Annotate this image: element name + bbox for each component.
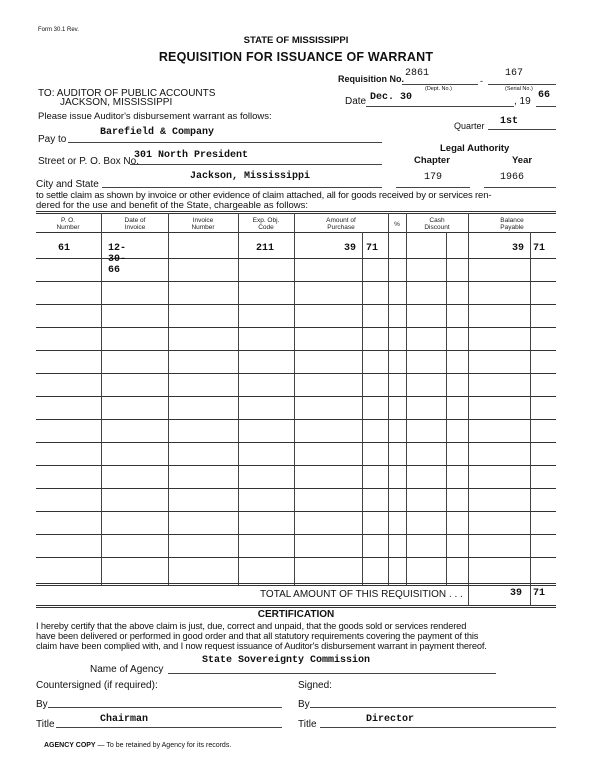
certification-line3: claim have been complied with, and I now request issuance of Auditor's disbursement warrant in payment thereof. [36, 641, 487, 651]
dept-caption: (Dept. No.) [425, 86, 452, 92]
certification-line2: have been delivered or performed in good order and that all statutory requirements covering the payment of this [36, 631, 479, 641]
street-label: Street or P. O. Box No. [38, 156, 139, 167]
countersigned-label: Countersigned (if required): [36, 680, 158, 691]
date-value: Dec. 30 [370, 92, 413, 103]
total-dollars: 39 [510, 588, 523, 599]
certification-line1: I hereby certify that the above claim is just, due, correct and unpaid, that the goods sold or services rendered [36, 621, 467, 631]
legal-authority-title: Legal Authority [440, 143, 510, 154]
cell-balance-cents: 71 [533, 243, 546, 254]
signed-label: Signed: [298, 680, 332, 691]
form-title: REQUISITION FOR ISSUANCE OF WARRANT [158, 50, 434, 64]
instruction-text: Please issue Auditor's disbursement warrant as follows: [38, 111, 272, 122]
settle-text-line2: dered for the use and benefit of the State, chargeable as follows: [36, 200, 308, 211]
countersign-by-label: By [36, 699, 48, 710]
addressee-line2: JACKSON, MISSISSIPPI [60, 97, 173, 108]
countersign-title-value: Chairman [100, 714, 149, 725]
addressee-line1: TO: AUDITOR OF PUBLIC ACCOUNTS [38, 88, 216, 99]
cell-exp-code: 211 [256, 243, 275, 254]
footer-note [44, 742, 231, 749]
city-label: City and State [36, 179, 99, 190]
serial-caption: (Serial No.) [505, 86, 533, 92]
signed-title-label: Title [298, 719, 317, 730]
legal-year-value: 1966 [500, 172, 525, 183]
signed-title-value: Director [366, 714, 415, 725]
header-percent: % [394, 221, 400, 228]
signed-by-label: By [298, 699, 310, 710]
chapter-label: Chapter [414, 155, 450, 166]
cell-invoice-date: 12-30-66 [108, 243, 127, 276]
chapter-value: 179 [424, 172, 443, 183]
requisition-label: Requisition No. [338, 74, 404, 84]
settle-text-line1: to settle claim as shown by invoice or other evidence of claim attached, all for goods received by or services ren- [36, 190, 492, 201]
pay-to-value: Barefield & Company [100, 127, 215, 138]
header-exp: Exp. Obj. Code [252, 217, 280, 231]
quarter-value: 1st [500, 116, 519, 127]
year-prefix: , 19 [514, 96, 531, 107]
total-label: TOTAL AMOUNT OF THIS REQUISITION . . . [260, 589, 463, 600]
serial-number: 167 [505, 68, 524, 79]
header-date: Date of Invoice [124, 217, 146, 231]
cell-amount-dollars: 39 [344, 243, 357, 254]
total-cents: 71 [533, 588, 546, 599]
date-label: Date [345, 96, 367, 107]
pay-to-label: Pay to [38, 134, 67, 145]
dept-number: 2861 [405, 68, 430, 79]
state-heading: STATE OF MISSISSIPPI [243, 35, 349, 46]
cell-balance-dollars: 39 [512, 243, 525, 254]
header-po: P. O. Number [56, 217, 80, 231]
cell-amount-cents: 71 [366, 243, 379, 254]
header-balance: Balance Payable [500, 217, 524, 231]
cell-po-number: 61 [58, 243, 71, 254]
footer-agency-copy: AGENCY COPY [44, 742, 96, 749]
quarter-label: Quarter [454, 121, 485, 131]
countersign-title-label: Title [36, 719, 55, 730]
street-value: 301 North President [134, 150, 249, 161]
header-amount: Amount of Purchase [326, 217, 356, 231]
form-number: Form 30.1 Rev. [38, 27, 79, 33]
certification-title: CERTIFICATION [257, 609, 335, 620]
agency-name-label: Name of Agency [90, 664, 164, 675]
footer-retention-text: — To be retained by Agency for its records. [95, 742, 232, 749]
agency-name-value: State Sovereignty Commission [202, 655, 371, 666]
city-value: Jackson, Mississippi [190, 171, 311, 182]
year-value: 66 [538, 90, 551, 101]
legal-year-label: Year [512, 155, 533, 166]
header-cash-discount: Cash Discount [424, 217, 450, 231]
header-invoice: Invoice Number [191, 217, 215, 231]
